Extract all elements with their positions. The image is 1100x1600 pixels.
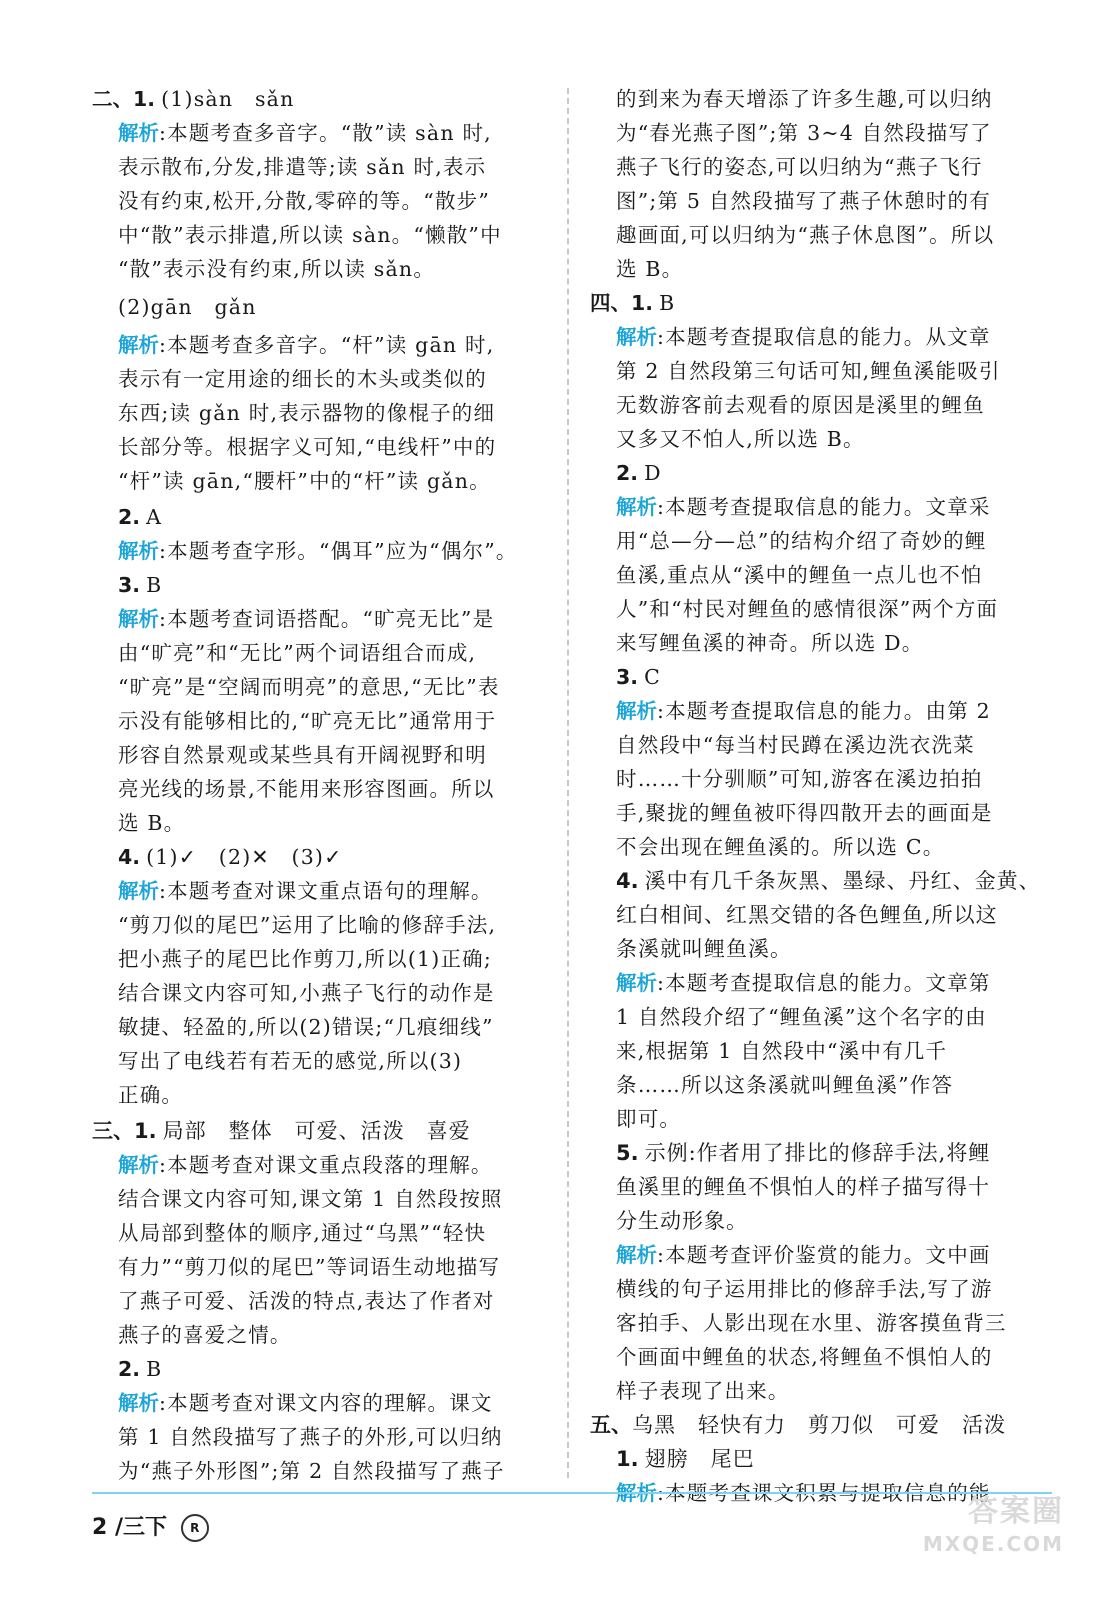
text-line: 燕子飞行的姿态,可以归纳为“燕子飞行 xyxy=(616,155,983,179)
column-divider xyxy=(567,88,569,1478)
text-line: 图”;第 5 自然段描写了燕子休憩时的有 xyxy=(616,189,991,213)
text-line: 长部分等。根据字义可知,“电线杆”中的 xyxy=(118,435,497,459)
text-line: 写出了电线若有若无的感觉,所以(3) xyxy=(118,1049,463,1073)
text-line: 鱼溪,重点从“溪中的鲤鱼一点儿也不怕 xyxy=(616,563,983,587)
text-line: “散”表示没有约束,所以读 sǎn。 xyxy=(118,257,436,281)
text-line: 为“春光燕子图”;第 3~4 自然段描写了 xyxy=(616,121,992,145)
text-line: 不会出现在鲤鱼溪的。所以选 C。 xyxy=(616,835,945,859)
analysis: 解析:本题考查多音字。“散”读 sàn 时, xyxy=(118,121,492,145)
text-line: “杆”读 gān,“腰杆”中的“杆”读 gǎn。 xyxy=(118,469,491,493)
text-line: 选 B。 xyxy=(616,257,684,281)
text-line: 燕子的喜爱之情。 xyxy=(118,1323,292,1347)
text-line: 没有约束,松开,分散,零碎的等。“散步” xyxy=(118,189,491,213)
text-line: 表示散布,分发,排遣等;读 sǎn 时,表示 xyxy=(118,155,487,179)
analysis: 解析:本题考查对课文重点语句的理解。 xyxy=(118,879,493,903)
analysis: 解析:本题考查提取信息的能力。文章采 xyxy=(616,495,991,519)
text-line: 由“旷亮”和“无比”两个词语组合而成, xyxy=(118,641,477,665)
text-line: 的到来为春天增添了许多生趣,可以归纳 xyxy=(616,87,993,111)
edition-badge-icon: R xyxy=(181,1514,209,1542)
text-line: 把小燕子的尾巴比作剪刀,所以(1)正确; xyxy=(118,947,492,971)
text-line: 了燕子可爱、活泼的特点,表达了作者对 xyxy=(118,1289,495,1313)
question-4: 4. (1)✓ (2)✕ (3)✓ xyxy=(118,845,343,869)
question-4: 4. 溪中有几千条灰黑、墨绿、丹红、金黄、 xyxy=(616,869,1041,893)
answer-line: 分生动形象。 xyxy=(616,1209,748,1233)
text-line: 敏捷、轻盈的,所以(2)错误;“几痕细线” xyxy=(118,1015,494,1039)
text-line: 条……所以这条溪就叫鲤鱼溪”作答 xyxy=(616,1073,954,1097)
text-line: 东西;读 gǎn 时,表示器物的像棍子的细 xyxy=(118,401,496,425)
analysis: 解析:本题考查对课文重点段落的理解。 xyxy=(118,1153,493,1177)
page-footer xyxy=(92,1510,209,1542)
text-line: 结合课文内容可知,课文第 1 自然段按照 xyxy=(118,1187,503,1211)
analysis: 解析:本题考查课文积累与提取信息的能 xyxy=(616,1481,991,1505)
text-line: 人”和“村民对鲤鱼的感情很深”两个方面 xyxy=(616,597,999,621)
section-5: 五、乌黑 轻快有力 剪刀似 可爱 活泼 xyxy=(590,1413,1006,1437)
text-line: “旷亮”是“空阔而明亮”的意思,“无比”表 xyxy=(118,675,500,699)
text-line: 无数游客前去观看的原因是溪里的鲤鱼 xyxy=(616,393,985,417)
watermark: 答案圈 MXQE.COM xyxy=(922,1494,1064,1556)
text-line: 选 B。 xyxy=(118,811,186,835)
text-line: 来写鲤鱼溪的神奇。所以选 D。 xyxy=(616,631,924,655)
text-line: 示没有能够相比的,“旷亮无比”通常用于 xyxy=(118,709,497,733)
text-line: 形容自然景观或某些具有开阔视野和明 xyxy=(118,743,487,767)
text-line: 第 2 自然段第三句话可知,鲤鱼溪能吸引 xyxy=(616,359,1001,383)
text-line: 来,根据第 1 自然段中“溪中有几千 xyxy=(616,1039,948,1063)
text-line: 个画面中鲤鱼的状态,将鲤鱼不惧怕人的 xyxy=(616,1345,993,1369)
text-line: 结合课文内容可知,小燕子飞行的动作是 xyxy=(118,981,495,1005)
question-3: 3. B xyxy=(118,573,163,597)
text-line: 又多又不怕人,所以选 B。 xyxy=(616,427,865,451)
text-line: 样子表现了出来。 xyxy=(616,1379,790,1403)
question-3: 3. C xyxy=(616,665,661,689)
analysis: 解析:本题考查提取信息的能力。从文章 xyxy=(616,325,991,349)
grade-label: /三下 xyxy=(114,1515,168,1540)
analysis: 解析:本题考查对课文内容的理解。课文 xyxy=(118,1391,493,1415)
text-line: 1 自然段介绍了“鲤鱼溪”这个名字的由 xyxy=(616,1005,987,1029)
text-line: 第 1 自然段描写了燕子的外形,可以归纳 xyxy=(118,1425,503,1449)
answer-line: 鱼溪里的鲤鱼不惧怕人的样子描写得十 xyxy=(616,1175,990,1199)
analysis: 解析:本题考查词语搭配。“旷亮无比”是 xyxy=(118,607,495,631)
question-2: 2. A xyxy=(118,505,163,529)
answer-line: (2)gān gǎn xyxy=(118,295,257,319)
analysis: 解析:本题考查评价鉴赏的能力。文中画 xyxy=(616,1243,991,1267)
question-2: 2. B xyxy=(118,1357,163,1381)
question-1: 1. 翅膀 尾巴 xyxy=(616,1447,755,1471)
text-line: 即可。 xyxy=(616,1107,682,1131)
page-number: 2 xyxy=(92,1515,108,1540)
text-line: 中“散”表示排遣,所以读 sàn。“懒散”中 xyxy=(118,223,502,247)
section-2-q1: 二、1. (1)sàn sǎn xyxy=(92,87,295,111)
footer-rule xyxy=(92,1492,1052,1494)
analysis: 解析:本题考查提取信息的能力。文章第 xyxy=(616,971,991,995)
text-line: 手,聚拢的鲤鱼被吓得四散开去的画面是 xyxy=(616,801,993,825)
section-4-q1: 四、1. B xyxy=(590,291,676,315)
question-2: 2. D xyxy=(616,461,662,485)
text-line: 表示有一定用途的细长的木头或类似的 xyxy=(118,367,487,391)
section-3-q1: 三、1. 局部 整体 可爱、活泼 喜爱 xyxy=(92,1119,471,1143)
text-line: 趣画面,可以归纳为“燕子休息图”。所以 xyxy=(616,223,995,247)
answer-line: 条溪就叫鲤鱼溪。 xyxy=(616,937,792,961)
text-line: 正确。 xyxy=(118,1083,184,1107)
question-5: 5. 示例:作者用了排比的修辞手法,将鲤 xyxy=(616,1141,991,1165)
text-line: 横线的句子运用排比的修辞手法,写了游 xyxy=(616,1277,993,1301)
text-line: 客拍手、人影出现在水里、游客摸鱼背三 xyxy=(616,1311,1007,1335)
analysis: 解析:本题考查字形。“偶耳”应为“偶尔”。 xyxy=(118,539,518,563)
analysis: 解析:本题考查多音字。“杆”读 gān 时, xyxy=(118,333,495,357)
text-line: “剪刀似的尾巴”运用了比喻的修辞手法, xyxy=(118,913,497,937)
answer-line: 红白相间、红黑交错的各色鲤鱼,所以这 xyxy=(616,903,998,927)
text-line: 亮光线的场景,不能用来形容图画。所以 xyxy=(118,777,495,801)
text-line: 用“总—分—总”的结构介绍了奇妙的鲤 xyxy=(616,529,987,553)
text-line: 时……十分驯顺”可知,游客在溪边拍拍 xyxy=(616,767,983,791)
text-line: 自然段中“每当村民蹲在溪边洗衣洗菜 xyxy=(616,733,975,757)
text-line: 有力”“剪刀似的尾巴”等词语生动地描写 xyxy=(118,1255,501,1279)
analysis: 解析:本题考查提取信息的能力。由第 2 xyxy=(616,699,991,723)
text-line: 从局部到整体的顺序,通过“乌黑”“轻快 xyxy=(118,1221,487,1245)
text-line: 为“燕子外形图”;第 2 自然段描写了燕子 xyxy=(118,1459,505,1483)
